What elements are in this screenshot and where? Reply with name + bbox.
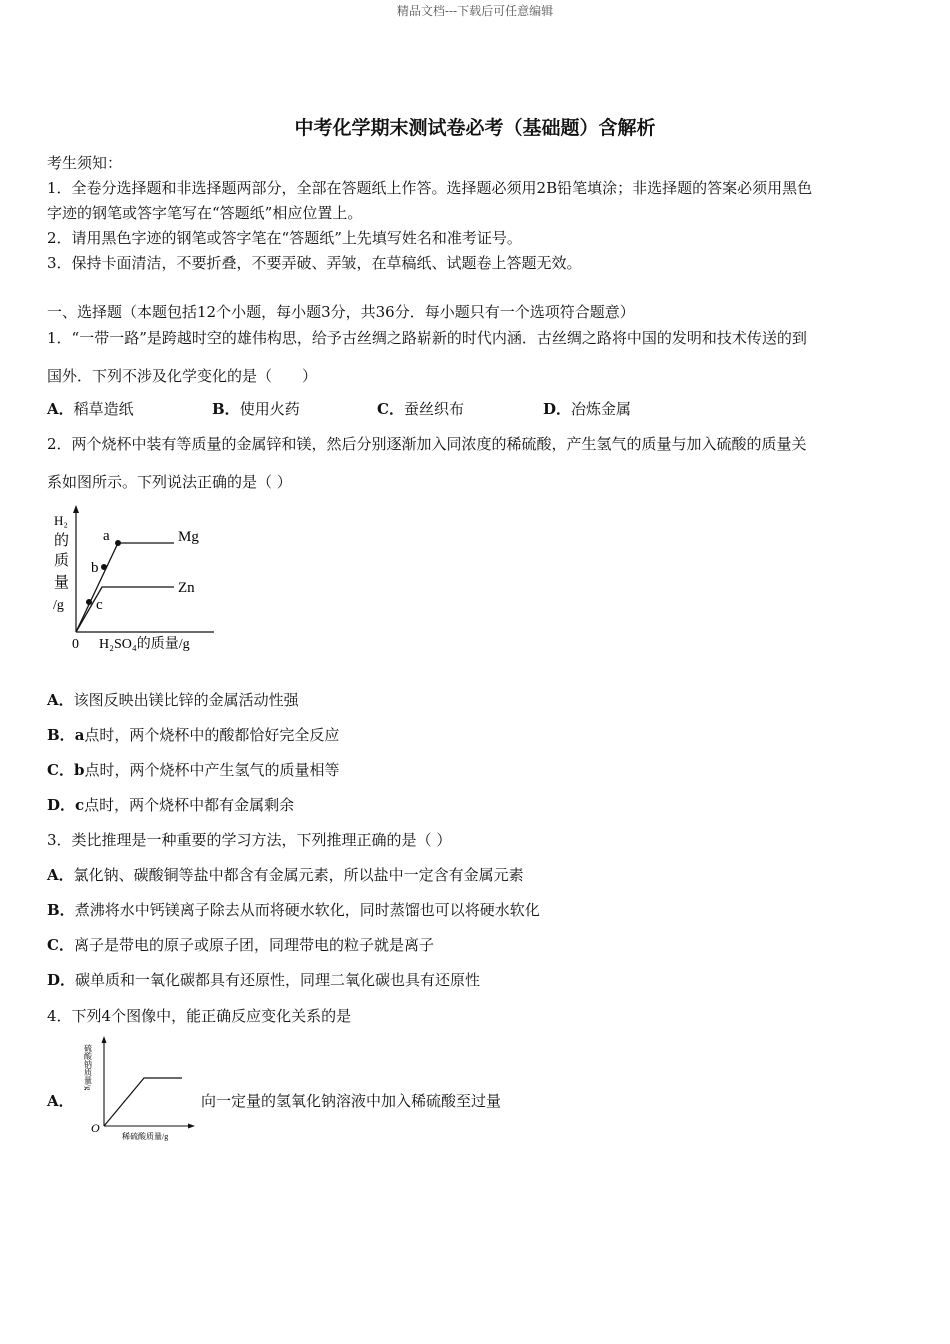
q4-stem: 4．下列4个图像中，能正确反应变化关系的是	[47, 1007, 352, 1025]
notice-heading: 考生须知：	[47, 154, 123, 172]
q2-graph-series-zn-label: Zn	[178, 580, 195, 596]
q2-graph-ylabel-1: H₂	[54, 513, 68, 528]
q3-option-a: A．氯化钠、碳酸铜等盐中都含有金属元素，所以盐中一定含有金属元素	[47, 866, 524, 884]
notice-item-1-line-2: 字迹的钢笔或答字笔写在“答题纸”相应位置上。	[47, 204, 363, 222]
q2-graph-xlabel: H₂SO₄的质量/g	[99, 637, 190, 652]
q2-option-b: B．a点时，两个烧杯中的酸都恰好完全反应	[47, 726, 340, 744]
q4-graph-a-line	[104, 1078, 182, 1126]
q3-stem: 3．类比推理是一种重要的学习方法，下列推理正确的是（ ）	[47, 831, 452, 849]
q4-option-a-text: 向一定量的氢氧化钠溶液中加入稀硫酸至过量	[201, 1092, 502, 1110]
q1-option-a: A．稻草造纸	[47, 400, 134, 418]
q2-option-c: C．b点时，两个烧杯中产生氢气的质量相等	[47, 761, 340, 779]
q4-graph-a-y-arrow	[102, 1036, 107, 1043]
notice-item-2: 2．请用黑色字迹的钢笔或答字笔在“答题纸”上先填写姓名和准考证号。	[47, 229, 522, 247]
q1-option-d: D．冶炼金属	[543, 400, 632, 418]
q2-stem-line-1: 2．两个烧杯中装有等质量的金属锌和镁，然后分别逐渐加入同浓度的稀硫酸，产生氢气的质量与加入硫酸的质量关	[47, 435, 807, 453]
q2-graph	[44, 505, 224, 657]
page-title: 中考化学期末测试卷必考（基础题）含解析	[294, 117, 656, 139]
q1-stem-line-2: 国外．下列不涉及化学变化的是（ ）	[47, 367, 318, 385]
page-header: 精品文档---下载后可任意编辑	[396, 4, 554, 18]
q2-graph-point-a	[115, 540, 121, 546]
q2-option-a: A．该图反映出镁比锌的金属活动性强	[47, 691, 299, 709]
q4-graph-a-ylabel: 硫酸钠质量/g	[84, 1044, 93, 1091]
q2-graph-point-c-label: c	[96, 597, 103, 613]
q1-stem-line-1: 1．“一带一路”是跨越时空的雄伟构思，给予古丝绸之路崭新的时代内涵．古丝绸之路将中国的发明和技术传送的到	[47, 329, 807, 347]
q2-stem-line-2: 系如图所示。下列说法正确的是（ ）	[47, 473, 292, 491]
q3-option-d: D．碳单质和一氧化碳都具有还原性，同理二氧化碳也具有还原性	[47, 971, 481, 989]
q3-option-b: B．煮沸将水中钙镁离子除去从而将硬水软化，同时蒸馏也可以将硬水软化	[47, 901, 540, 919]
section-heading: 一、选择题（本题包括12个小题，每小题3分，共36分．每小题只有一个选项符合题意）	[47, 303, 635, 321]
notice-item-3: 3．保持卡面清洁，不要折叠，不要弄破、弄皱，在草稿纸、试题卷上答题无效。	[47, 254, 582, 272]
q1-option-b: B．使用火药	[212, 400, 300, 418]
notice-item-1-line-1: 1．全卷分选择题和非选择题两部分，全部在答题纸上作答。选择题必须用2B铅笔填涂；非选择题的答案必须用黑色	[47, 179, 813, 197]
q2-graph-ylabel-2: 的	[54, 533, 70, 549]
q4-graph-a-origin: O	[91, 1121, 100, 1135]
q2-graph-ylabel-5: /g	[53, 598, 64, 613]
q2-graph-point-b	[101, 564, 107, 570]
q2-graph-point-a-label: a	[103, 528, 110, 544]
q3-option-c: C．离子是带电的原子或原子团，同理带电的粒子就是离子	[47, 936, 434, 954]
q2-graph-series-mg-label: Mg	[178, 529, 199, 545]
q4-graph-a	[84, 1034, 196, 1146]
q2-graph-series-zn-line	[76, 587, 174, 632]
q2-graph-point-c	[86, 599, 92, 605]
q2-graph-ylabel-4: 量	[54, 575, 70, 591]
q2-graph-ylabel-3: 质	[54, 553, 70, 569]
q2-graph-origin: 0	[72, 637, 79, 652]
q2-graph-y-arrow	[73, 505, 79, 513]
q4-option-a-label: A．	[47, 1092, 74, 1110]
q2-graph-point-b-label: b	[91, 560, 99, 576]
q2-option-d: D．c点时，两个烧杯中都有金属剩余	[47, 796, 295, 814]
q1-option-c: C．蚕丝织布	[377, 400, 464, 418]
q4-graph-a-xlabel: 稀硫酸质量/g	[122, 1132, 169, 1141]
q4-graph-a-x-arrow	[188, 1124, 195, 1129]
